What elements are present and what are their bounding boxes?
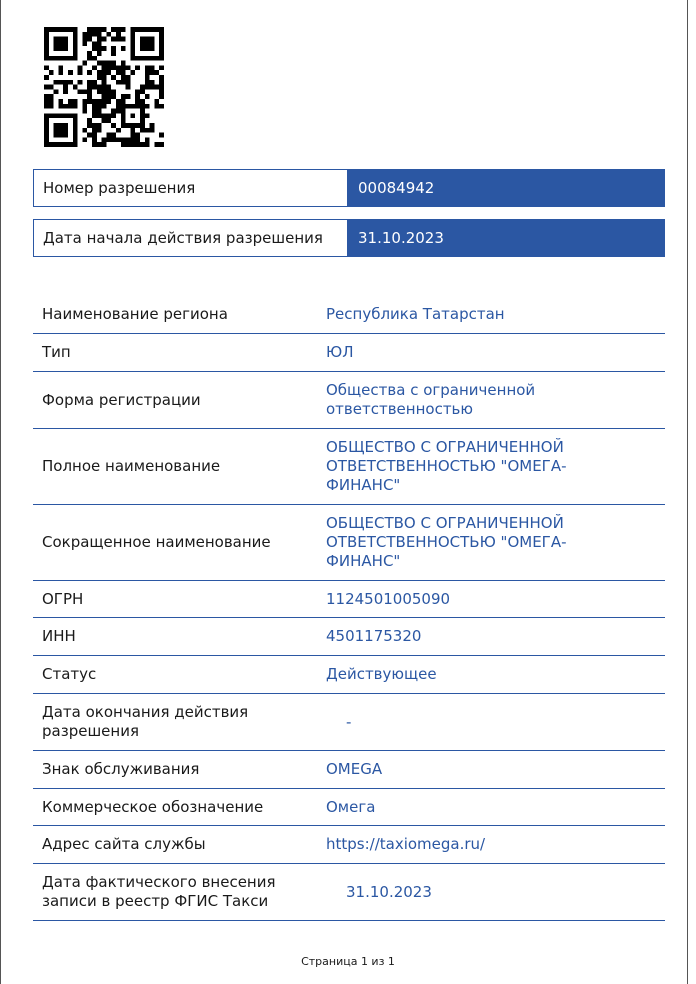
permit-number-row [33,169,665,207]
qr-code [44,27,164,147]
row-value: ОБЩЕСТВО С ОГРАНИЧЕННОЙ ОТВЕТСТВЕННОСТЬЮ "ОМЕГА-ФИНАНС" [326,438,567,494]
table-row [33,581,665,618]
row-label: Коммерческое обозначение [42,797,264,816]
row-label: Тип [42,343,71,361]
table-row [33,694,665,751]
row-label: Адрес сайта службы [42,835,206,853]
row-value: ЮЛ [326,343,354,361]
table-row [33,372,665,429]
row-value: ОБЩЕСТВО С ОГРАНИЧЕННОЙ ОТВЕТСТВЕННОСТЬЮ "ОМЕГА-ФИНАНС" [326,514,567,570]
row-label: ОГРН [42,589,84,608]
table-row [33,751,665,789]
table-row [33,334,665,372]
row-value: OMEGA [326,760,383,778]
table-row [33,826,665,864]
table-row [33,505,665,581]
page-number: Страница 1 из 1 [301,955,395,968]
row-label: Полное наименование [42,457,221,475]
start-date-value: 31.10.2023 [348,219,665,257]
table-row [33,429,665,505]
website-link[interactable]: https://taxiomega.ru/ [326,835,486,853]
row-label: Статус [42,665,97,683]
permit-number-value: 00084942 [348,169,665,207]
start-date-label: Дата начала действия разрешения [33,219,348,257]
row-label: Наименование региона [42,305,228,323]
row-label: Дата окончания действия разрешения [42,703,249,740]
row-value: 31.10.2023 [346,882,432,901]
start-date-row [33,219,665,257]
row-value: - [346,712,352,731]
row-value: Республика Татарстан [326,305,505,323]
row-label: ИНН [42,627,76,645]
row-value: 1124501005090 [326,589,451,608]
table-row [33,864,665,921]
row-value: Омега [326,797,376,816]
table-row [33,789,665,826]
permit-number-label: Номер разрешения [33,169,348,207]
row-label: Сокращенное наименование [42,533,271,551]
row-label: Дата фактического внесения записи в реестр ФГИС Такси [42,873,276,910]
row-label: Форма регистрации [42,390,201,409]
row-value: 4501175320 [326,627,422,645]
row-label: Знак обслуживания [42,760,200,778]
table-row [33,618,665,656]
permit-details-table [33,296,665,921]
row-value: Действующее [326,665,437,683]
table-row [33,656,665,694]
row-value: Общества с ограниченной ответственностью [326,381,536,418]
table-row [33,296,665,334]
